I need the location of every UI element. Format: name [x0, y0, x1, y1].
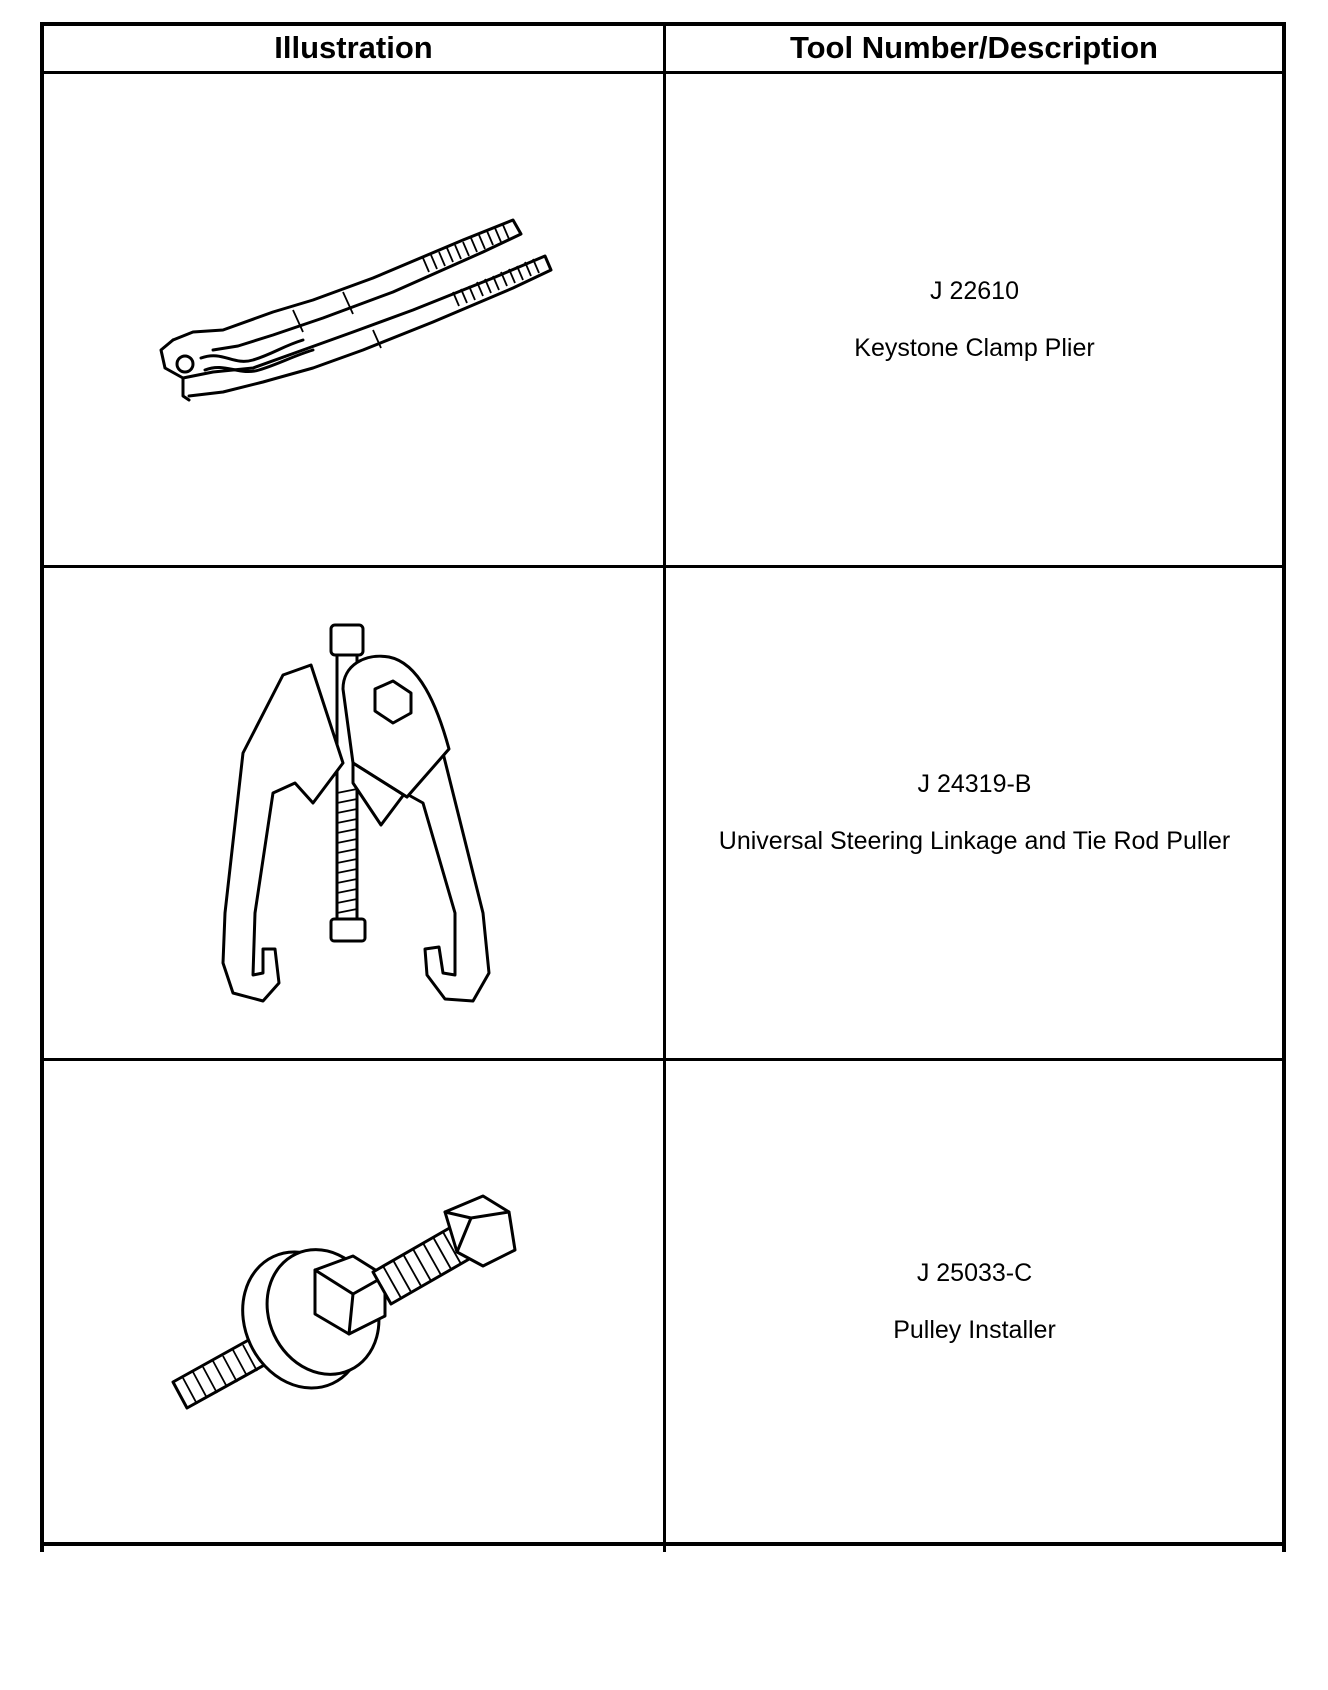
description-cell [666, 1061, 1283, 1542]
tool-description: Pulley Installer [893, 1315, 1056, 1344]
illustration-cell [43, 568, 663, 1058]
tool-description: Universal Steering Linkage and Tie Rod Puller [718, 827, 1231, 855]
tool-description: Keystone Clamp Plier [854, 333, 1095, 362]
tool-number: J 24319-B [917, 770, 1032, 798]
description-cell [666, 74, 1283, 565]
pulley-installer-illustration [153, 1152, 553, 1452]
tool-table [40, 22, 1286, 1552]
tie-rod-puller-illustration [193, 613, 513, 1013]
tool-number: J 22610 [930, 276, 1019, 305]
header-tool-number-description: Tool Number/Description [789, 30, 1158, 65]
illustration-cell [43, 1061, 663, 1542]
illustration-cell [43, 74, 663, 565]
tool-number: J 25033-C [916, 1258, 1033, 1287]
keystone-clamp-plier-illustration [143, 190, 563, 450]
header-illustration: Illustration [274, 30, 433, 65]
description-cell [666, 568, 1283, 1058]
